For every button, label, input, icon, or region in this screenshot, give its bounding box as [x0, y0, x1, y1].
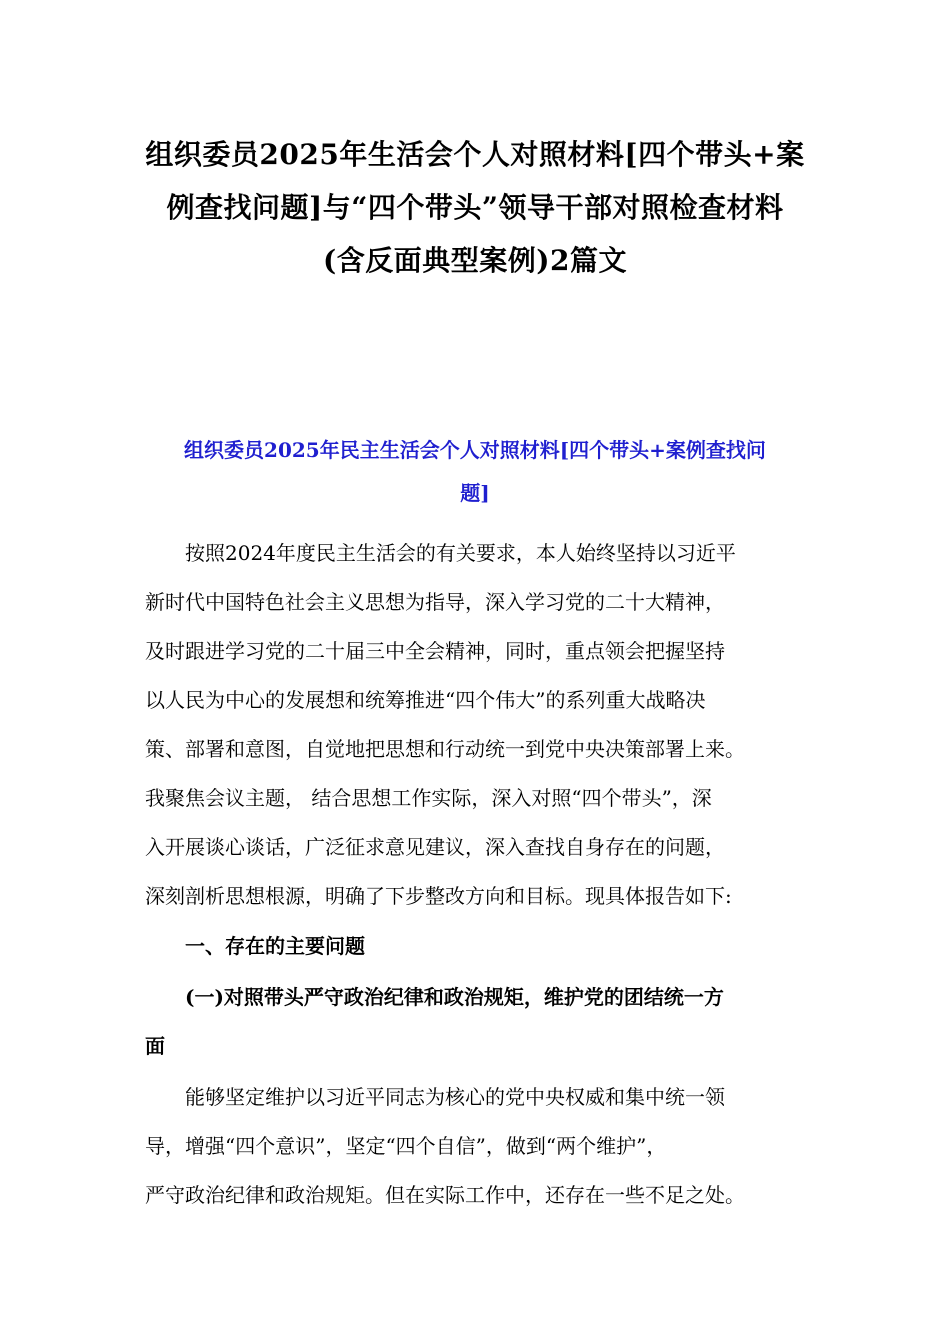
- paragraph-line: 及时跟进学习党的二十届三中全会精神，同时，重点领会把握坚持: [145, 639, 725, 663]
- section-title-line: 组织委员2025年民主生活会个人对照材料[四个带头+案例查找问: [184, 438, 766, 462]
- heading-level-1: [145, 922, 835, 971]
- paragraph-line: 策、部署和意图，自觉地把思想和行动统一到党中央决策部署上来。: [145, 737, 745, 761]
- paragraph-line: 严守政治纪律和政治规矩。但在实际工作中，还存在一些不足之处。: [145, 1183, 745, 1207]
- paragraph: [145, 1073, 835, 1220]
- section-title-line: 题]: [460, 481, 490, 505]
- document-title-line: 组织委员2025年生活会个人对照材料[四个带头+案: [145, 138, 805, 171]
- paragraph-line: 按照2024年度民主生活会的有关要求，本人始终坚持以习近平: [185, 541, 736, 565]
- paragraph-line: 新时代中国特色社会主义思想为指导，深入学习党的二十大精神，: [145, 590, 725, 614]
- document-title: [120, 128, 830, 287]
- intro-paragraph: [145, 529, 835, 921]
- heading-text: 一、存在的主要问题: [185, 934, 365, 958]
- paragraph-line: 以人民为中心的发展想和统筹推进“四个伟大”的系列重大战略决: [145, 688, 706, 712]
- paragraph-line: 导，增强“四个意识”，坚定“四个自信”，做到“两个维护”，: [145, 1134, 667, 1158]
- document-title-line: 例查找问题]与“四个带头”领导干部对照检查材料: [166, 191, 784, 224]
- document-title-line: (含反面典型案例)2篇文: [323, 244, 627, 277]
- heading-level-2: [145, 973, 835, 1071]
- paragraph-line: 深刻剖析思想根源，明确了下步整改方向和目标。现具体报告如下:: [145, 884, 732, 908]
- heading-line: (一)对照带头严守政治纪律和政治规矩，维护党的团结统一方: [185, 985, 724, 1009]
- section-title: [140, 429, 810, 515]
- paragraph-line: 能够坚定维护以习近平同志为核心的党中央权威和集中统一领: [185, 1085, 725, 1109]
- heading-line: 面: [145, 1034, 165, 1058]
- paragraph-line: 入开展谈心谈话，广泛征求意见建议，深入查找自身存在的问题，: [145, 835, 725, 859]
- paragraph-line: 我聚焦会议主题， 结合思想工作实际，深入对照“四个带头”，深: [145, 786, 712, 810]
